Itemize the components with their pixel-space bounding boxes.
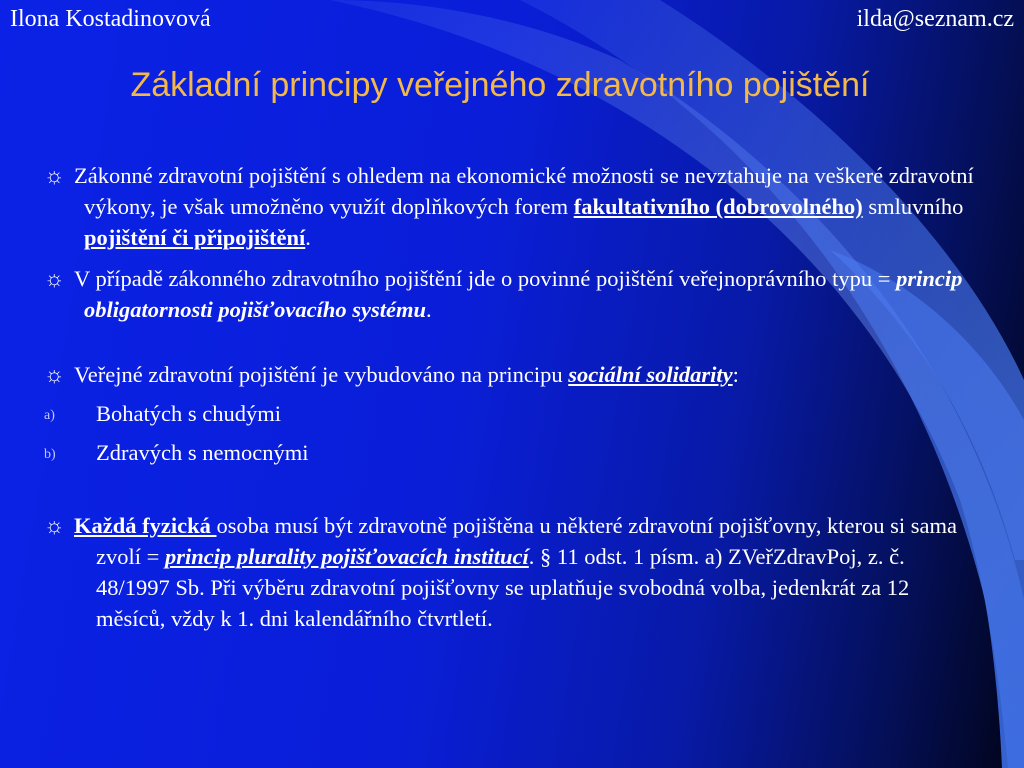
- emphasis-every-person: Každá fyzická: [74, 513, 217, 538]
- author-email: ilda@seznam.cz: [856, 6, 1014, 32]
- sub-item-healthy-sick: [44, 437, 974, 468]
- bullet-text: V případě zákonného zdravotního pojištění jde o povinné pojištění veřejnoprávního typu =: [74, 266, 897, 291]
- bullet-item-supplementary-insurance: [44, 160, 974, 253]
- sub-item-rich-poor: [44, 398, 974, 429]
- bullet-text: Zákonné zdravotní pojištění s ohledem na ekonomické možnosti se nevztahuje na veškeré zdravotní výkony, je však umožněno využít doplňkových forem: [74, 163, 974, 219]
- slide-body: [44, 160, 974, 634]
- emphasis-obligatory-principle: princip obligatornosti pojišťovacího systému: [84, 266, 963, 322]
- bullet-item-plurality-principle: [44, 510, 974, 634]
- sun-bullet-icon: ☼: [44, 513, 65, 538]
- bullet-text: smluvního: [862, 194, 964, 219]
- emphasis-supplementary-insurance: pojištění či připojištění: [84, 225, 306, 250]
- sun-bullet-icon: ☼: [44, 362, 65, 387]
- emphasis-plurality-principle: princip plurality pojišťovacích institucí: [164, 544, 529, 569]
- slide-title: Základní principy veřejného zdravotního pojištění: [130, 66, 870, 104]
- sub-item-label: a): [44, 408, 55, 423]
- bullet-item-social-solidarity: [44, 359, 974, 390]
- bullet-text: .: [425, 297, 432, 322]
- emphasis-social-solidarity: sociální solidarity: [568, 362, 733, 387]
- author-name: Ilona Kostadinovová: [10, 6, 211, 32]
- sub-item-text: Zdravých s nemocnými: [96, 440, 309, 465]
- sun-bullet-icon: ☼: [44, 266, 65, 291]
- sun-bullet-icon: ☼: [44, 163, 65, 188]
- bullet-text: . § 11 odst. 1 písm. a) ZVeřZdravPoj, z. č. 48/1997 Sb. Při výběru zdravotní pojišťovny se uplatňuje svobodná volba, jedenkrát za 12 měsíců, vždy k 1. dni kalendářního čtvrtletí.: [96, 544, 910, 631]
- bullet-item-obligatory-principle: [44, 263, 974, 325]
- emphasis-optional-insurance: fakultativního (dobrovolného): [573, 194, 863, 219]
- sub-item-text: Bohatých s chudými: [96, 401, 281, 426]
- sub-item-label: b): [44, 447, 56, 462]
- bullet-text: Veřejné zdravotní pojištění je vybudováno na principu: [74, 362, 569, 387]
- bullet-text: .: [305, 225, 311, 250]
- bullet-text: osoba musí být zdravotně pojištěna u některé zdravotní pojišťovny, kterou si sama zvolí =: [96, 513, 957, 569]
- bullet-text: :: [732, 362, 739, 387]
